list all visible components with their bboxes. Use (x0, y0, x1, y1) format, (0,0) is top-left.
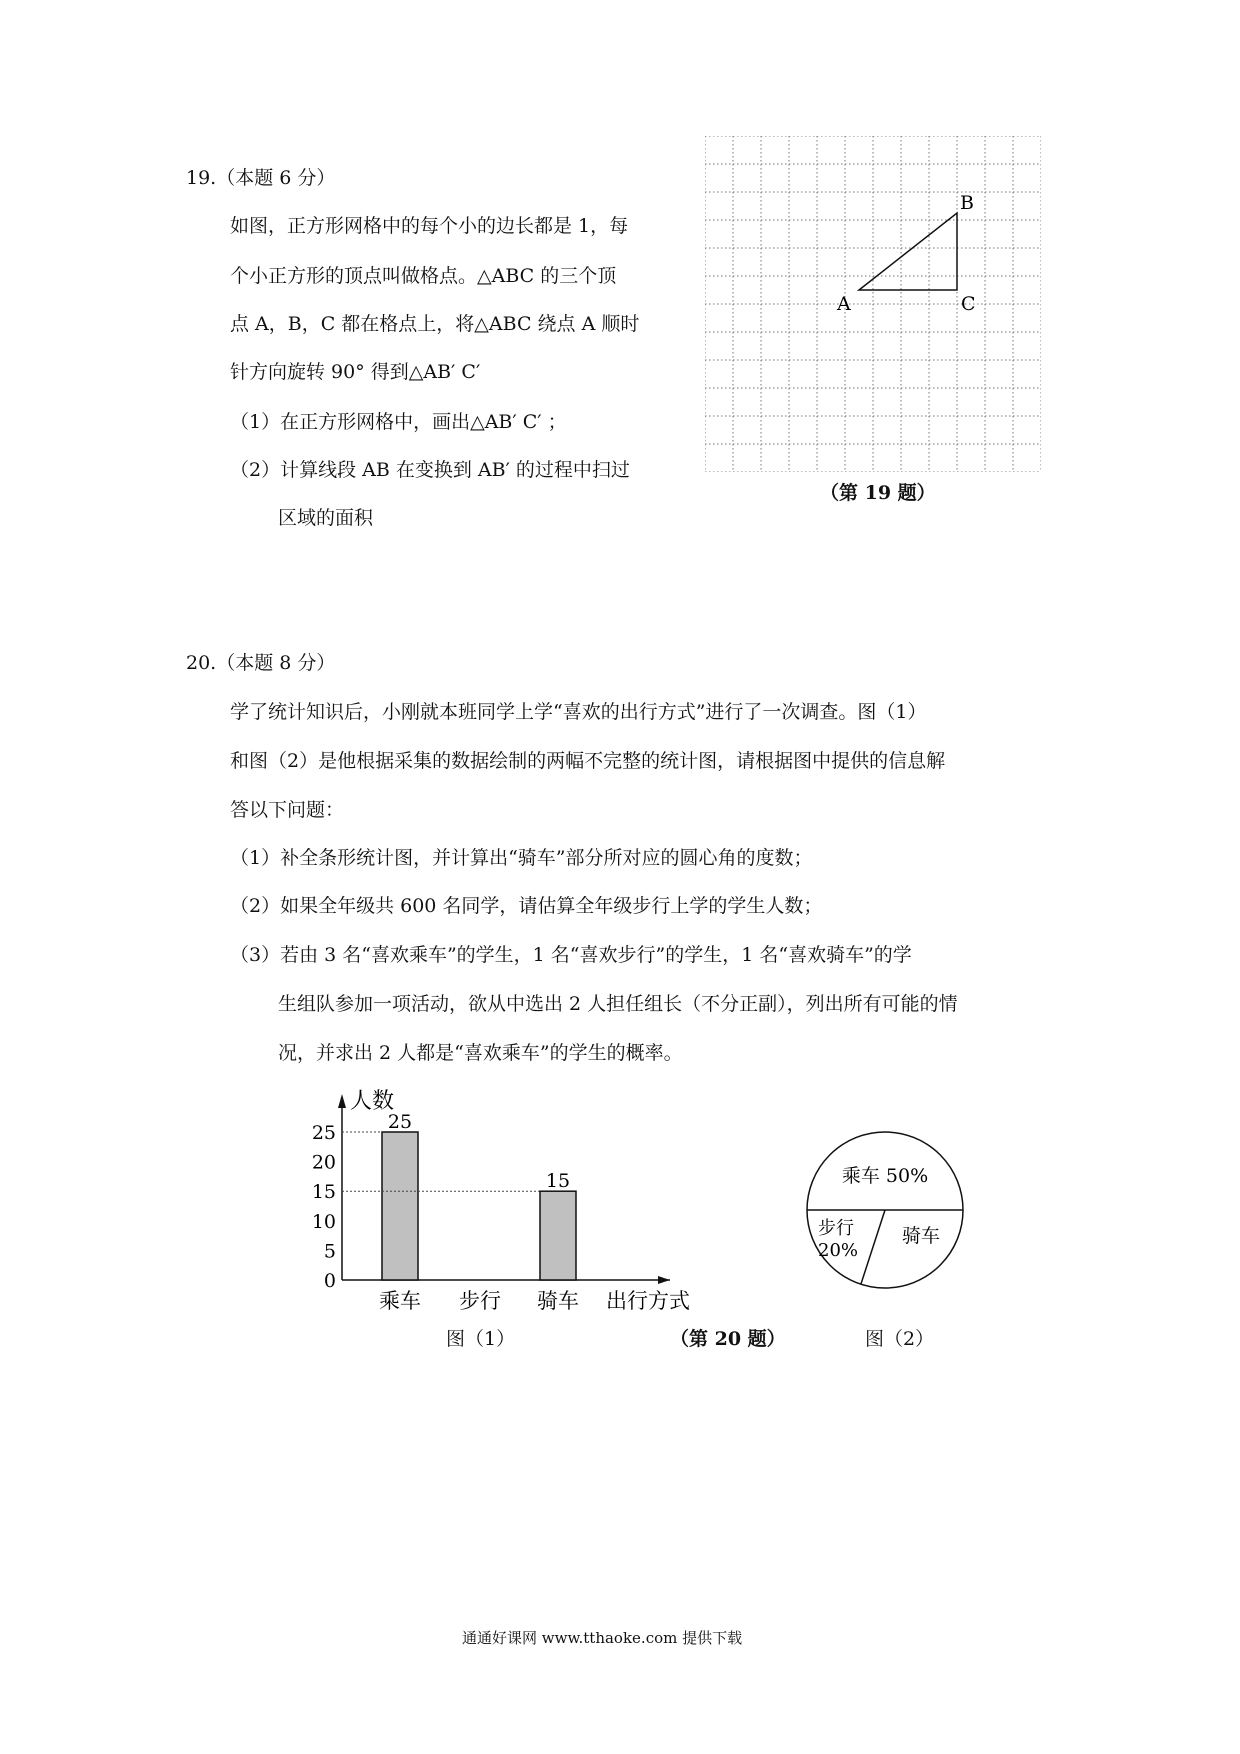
point-label-a: A (837, 293, 851, 315)
q20-sub2: （2）如果全年级共 600 名同学，请估算全年级步行上学的学生人数； (230, 895, 823, 917)
pie-label-bike: 骑车 (902, 1225, 941, 1247)
pie-label-walk: 步行 (818, 1218, 854, 1239)
q20-sub3-a: （3）若由 3 名“喜欢乘车”的学生，1 名“喜欢步行”的学生，1 名“喜欢骑车”的学 (230, 944, 912, 966)
y-tick-label: 20 (311, 1151, 336, 1174)
q20-intro-3: 答以下问题： (230, 799, 345, 821)
bar (382, 1132, 418, 1280)
fig1-caption: 图（1） (446, 1328, 516, 1350)
pie-label-bus: 乘车 50% (841, 1165, 929, 1187)
pie-chart-figure-2 (800, 1125, 970, 1295)
q20-sub1: （1）补全条形统计图，并计算出“骑车”部分所对应的圆心角的度数； (230, 847, 813, 869)
q19-header: 19.（本题 6 分） (186, 167, 336, 189)
y-tick-label: 5 (323, 1240, 336, 1263)
x-axis-title: 出行方式 (606, 1289, 690, 1313)
q19-figure-caption: （第 19 题） (820, 482, 936, 504)
bar-value-label: 15 (545, 1170, 571, 1193)
y-axis-arrow (338, 1094, 346, 1108)
q20-header: 20.（本题 8 分） (186, 652, 336, 674)
y-axis-title: 人数 (350, 1089, 395, 1114)
q19-sub1: （1）在正方形网格中，画出△AB′ C′ ； (230, 411, 567, 433)
q19-line-1: 如图，正方形网格中的每个小的边长都是 1，每 (230, 215, 629, 237)
fig2-caption: 图（2） (865, 1328, 935, 1350)
pie-label-walk-percent: 20% (818, 1240, 859, 1261)
point-label-c: C (961, 293, 976, 315)
footer-source: 通通好课网 www.tthaoke.com 提供下载 (462, 1629, 743, 1647)
y-tick-label: 0 (323, 1270, 336, 1292)
category-label: 步行 (459, 1289, 501, 1313)
q20-sub3-c: 况，并求出 2 人都是“喜欢乘车”的学生的概率。 (278, 1042, 683, 1064)
category-label: 乘车 (379, 1289, 421, 1313)
q20-sub3-b: 生组队参加一项活动，欲从中选出 2 人担任组长（不分正副），列出所有可能的情 (278, 993, 958, 1015)
q19-line-2: 个小正方形的顶点叫做格点。△ABC 的三个顶 (230, 265, 617, 287)
q20-intro-2: 和图（2）是他根据采集的数据绘制的两幅不完整的统计图，请根据图中提供的信息解 (230, 750, 946, 772)
triangle-abc (859, 213, 957, 290)
y-tick-label: 10 (311, 1210, 336, 1233)
y-tick-label: 15 (311, 1181, 336, 1204)
point-label-b: B (960, 192, 974, 214)
bar-chart-figure-1 (300, 1080, 720, 1320)
q19-line-3: 点 A，B，C 都在格点上，将△ABC 绕点 A 顺时 (230, 313, 640, 335)
q19-line-4: 针方向旋转 90° 得到△AB′ C′ (230, 361, 481, 383)
pie-divider (861, 1210, 885, 1284)
category-label: 骑车 (537, 1289, 579, 1313)
q20-intro-1: 学了统计知识后，小刚就本班同学上学“喜欢的出行方式”进行了一次调查。图（1） (230, 701, 927, 723)
q19-sub2-a: （2）计算线段 AB 在变换到 AB′ 的过程中扫过 (230, 459, 630, 481)
y-tick-label: 25 (311, 1122, 336, 1144)
bar-value-label: 25 (387, 1111, 413, 1133)
q19-sub2-b: 区域的面积 (278, 507, 374, 529)
q20-figure-caption: （第 20 题） (670, 1328, 786, 1350)
x-axis-arrow (658, 1276, 670, 1284)
bar (540, 1191, 576, 1280)
q19-grid-figure (705, 136, 1041, 472)
